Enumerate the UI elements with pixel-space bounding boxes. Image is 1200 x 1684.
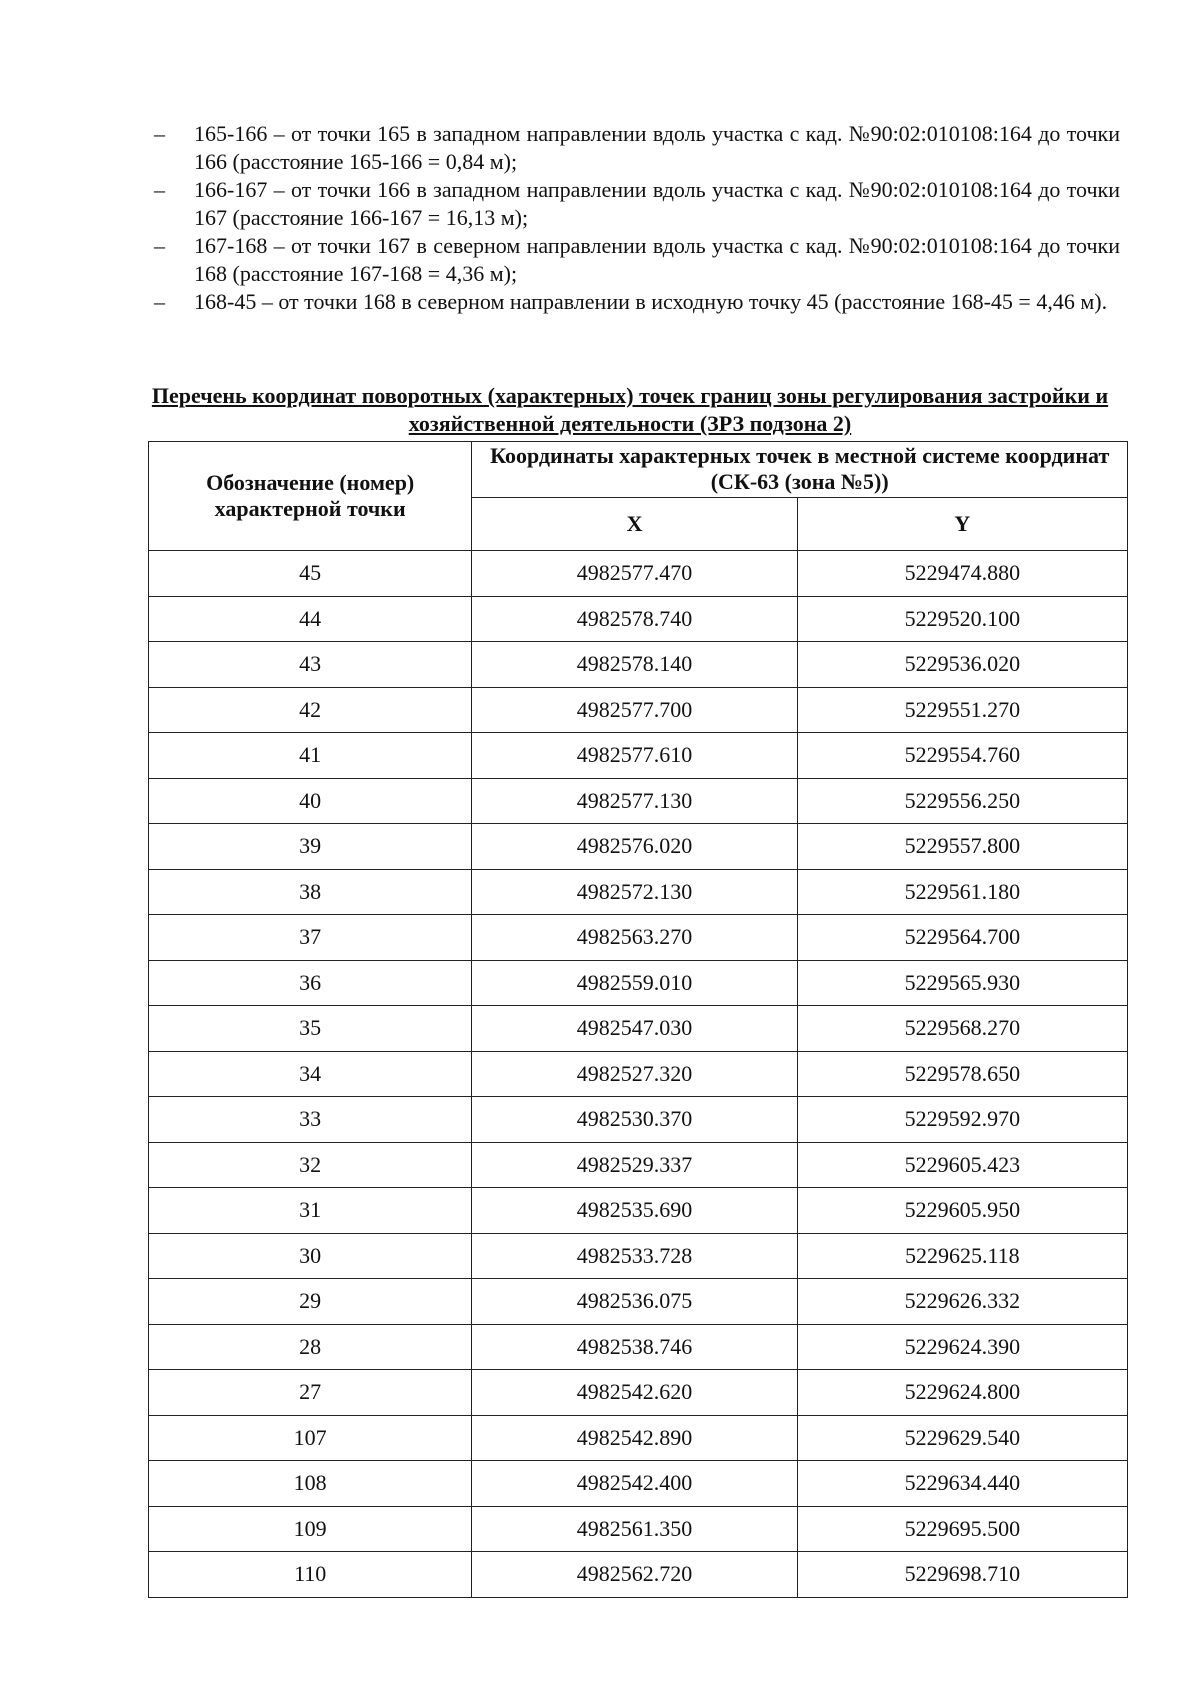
y-coordinate-cell: 5229626.332 — [797, 1279, 1127, 1325]
table-row — [149, 1506, 1128, 1552]
y-coordinate-cell: 5229605.423 — [797, 1142, 1127, 1188]
point-number-cell: 32 — [149, 1142, 472, 1188]
table-row — [149, 1233, 1128, 1279]
point-number-cell: 30 — [149, 1233, 472, 1279]
x-coordinate-cell: 4982538.746 — [472, 1324, 797, 1370]
point-number-cell: 110 — [149, 1552, 472, 1598]
y-coordinate-cell: 5229629.540 — [797, 1415, 1127, 1461]
x-coordinate-cell: 4982563.270 — [472, 915, 797, 961]
boundary-item — [150, 120, 1120, 176]
y-coordinate-cell: 5229565.930 — [797, 960, 1127, 1006]
point-number-cell: 34 — [149, 1051, 472, 1097]
table-row — [149, 915, 1128, 961]
list-dash: – — [154, 177, 165, 202]
point-number-cell: 45 — [149, 551, 472, 597]
x-coordinate-cell: 4982536.075 — [472, 1279, 797, 1325]
y-coordinate-cell: 5229634.440 — [797, 1461, 1127, 1507]
y-coordinate-cell: 5229605.950 — [797, 1188, 1127, 1234]
table-row — [149, 1552, 1128, 1598]
x-coordinate-cell: 4982577.130 — [472, 778, 797, 824]
x-coordinate-cell: 4982547.030 — [472, 1006, 797, 1052]
table-row — [149, 642, 1128, 688]
y-coordinate-cell: 5229624.390 — [797, 1324, 1127, 1370]
table-row — [149, 687, 1128, 733]
y-coordinate-cell: 5229554.760 — [797, 733, 1127, 779]
coordinates-group-header: Координаты характерных точек в местной системе координат (СК-63 (зона №5)) — [472, 442, 1128, 498]
table-row — [149, 551, 1128, 597]
table-title: Перечень координат поворотных (характерных) точек границ зоны регулирования застройки и хозяйственной деятельности (ЗРЗ подзона 2) — [151, 383, 1109, 436]
coordinates-table-body — [149, 551, 1128, 1598]
y-coordinate-cell: 5229568.270 — [797, 1006, 1127, 1052]
x-coordinate-cell: 4982527.320 — [472, 1051, 797, 1097]
x-column-header: X — [472, 497, 797, 551]
point-number-cell: 109 — [149, 1506, 472, 1552]
boundary-item-text: 166-167 – от точки 166 в западном направлении вдоль участка с кад. №90:02:010108:164 до точки 167 (расстояние 166-167 = 16,13 м); — [194, 177, 1120, 230]
table-row — [149, 1051, 1128, 1097]
point-number-cell: 42 — [149, 687, 472, 733]
x-coordinate-cell: 4982561.350 — [472, 1506, 797, 1552]
x-coordinate-cell: 4982572.130 — [472, 869, 797, 915]
y-coordinate-cell: 5229592.970 — [797, 1097, 1127, 1143]
point-number-cell: 107 — [149, 1415, 472, 1461]
point-number-cell: 39 — [149, 824, 472, 870]
point-number-cell: 38 — [149, 869, 472, 915]
y-coordinate-cell: 5229474.880 — [797, 551, 1127, 597]
x-coordinate-cell: 4982578.740 — [472, 596, 797, 642]
table-row — [149, 1324, 1128, 1370]
x-coordinate-cell: 4982562.720 — [472, 1552, 797, 1598]
x-coordinate-cell: 4982542.620 — [472, 1370, 797, 1416]
y-column-header: Y — [797, 497, 1127, 551]
boundary-description-list — [150, 120, 1120, 316]
y-coordinate-cell: 5229625.118 — [797, 1233, 1127, 1279]
boundary-item — [150, 288, 1120, 316]
y-coordinate-cell: 5229698.710 — [797, 1552, 1127, 1598]
list-dash: – — [154, 289, 165, 314]
y-coordinate-cell: 5229536.020 — [797, 642, 1127, 688]
y-coordinate-cell: 5229557.800 — [797, 824, 1127, 870]
table-row — [149, 1097, 1128, 1143]
table-row — [149, 869, 1128, 915]
point-number-cell: 36 — [149, 960, 472, 1006]
x-coordinate-cell: 4982577.470 — [472, 551, 797, 597]
table-row — [149, 1370, 1128, 1416]
point-number-cell: 29 — [149, 1279, 472, 1325]
boundary-item — [150, 176, 1120, 232]
y-coordinate-cell: 5229520.100 — [797, 596, 1127, 642]
table-row — [149, 1142, 1128, 1188]
boundary-item — [150, 232, 1120, 288]
coordinates-table — [148, 441, 1128, 1598]
y-coordinate-cell: 5229695.500 — [797, 1506, 1127, 1552]
point-label-header: Обозначение (номер) характерной точки — [149, 442, 472, 551]
list-dash: – — [154, 233, 165, 258]
boundary-item-text: 165-166 – от точки 165 в западном направлении вдоль участка с кад. №90:02:010108:164 до точки 166 (расстояние 165-166 = 0,84 м); — [194, 121, 1120, 174]
table-row — [149, 733, 1128, 779]
y-coordinate-cell: 5229556.250 — [797, 778, 1127, 824]
point-number-cell: 108 — [149, 1461, 472, 1507]
table-row — [149, 824, 1128, 870]
table-row — [149, 1461, 1128, 1507]
x-coordinate-cell: 4982529.337 — [472, 1142, 797, 1188]
y-coordinate-cell: 5229564.700 — [797, 915, 1127, 961]
table-row — [149, 1188, 1128, 1234]
x-coordinate-cell: 4982559.010 — [472, 960, 797, 1006]
point-number-cell: 28 — [149, 1324, 472, 1370]
table-row — [149, 778, 1128, 824]
y-coordinate-cell: 5229561.180 — [797, 869, 1127, 915]
y-coordinate-cell: 5229551.270 — [797, 687, 1127, 733]
x-coordinate-cell: 4982535.690 — [472, 1188, 797, 1234]
x-coordinate-cell: 4982530.370 — [472, 1097, 797, 1143]
x-coordinate-cell: 4982578.140 — [472, 642, 797, 688]
point-number-cell: 41 — [149, 733, 472, 779]
point-number-cell: 35 — [149, 1006, 472, 1052]
y-coordinate-cell: 5229578.650 — [797, 1051, 1127, 1097]
x-coordinate-cell: 4982542.890 — [472, 1415, 797, 1461]
x-coordinate-cell: 4982577.610 — [472, 733, 797, 779]
boundary-item-text: 168-45 – от точки 168 в северном направлении в исходную точку 45 (расстояние 168-45 = 4,46 м). — [194, 289, 1108, 314]
x-coordinate-cell: 4982533.728 — [472, 1233, 797, 1279]
y-coordinate-cell: 5229624.800 — [797, 1370, 1127, 1416]
table-row — [149, 960, 1128, 1006]
boundary-item-text: 167-168 – от точки 167 в северном направлении вдоль участка с кад. №90:02:010108:164 до точки 168 (расстояние 167-168 = 4,36 м); — [194, 233, 1120, 286]
x-coordinate-cell: 4982576.020 — [472, 824, 797, 870]
x-coordinate-cell: 4982577.700 — [472, 687, 797, 733]
x-coordinate-cell: 4982542.400 — [472, 1461, 797, 1507]
table-row — [149, 1279, 1128, 1325]
point-number-cell: 27 — [149, 1370, 472, 1416]
point-number-cell: 37 — [149, 915, 472, 961]
table-row — [149, 1415, 1128, 1461]
point-number-cell: 40 — [149, 778, 472, 824]
table-row — [149, 1006, 1128, 1052]
point-number-cell: 44 — [149, 596, 472, 642]
point-number-cell: 43 — [149, 642, 472, 688]
table-row — [149, 596, 1128, 642]
point-number-cell: 33 — [149, 1097, 472, 1143]
point-number-cell: 31 — [149, 1188, 472, 1234]
list-dash: – — [154, 121, 165, 146]
